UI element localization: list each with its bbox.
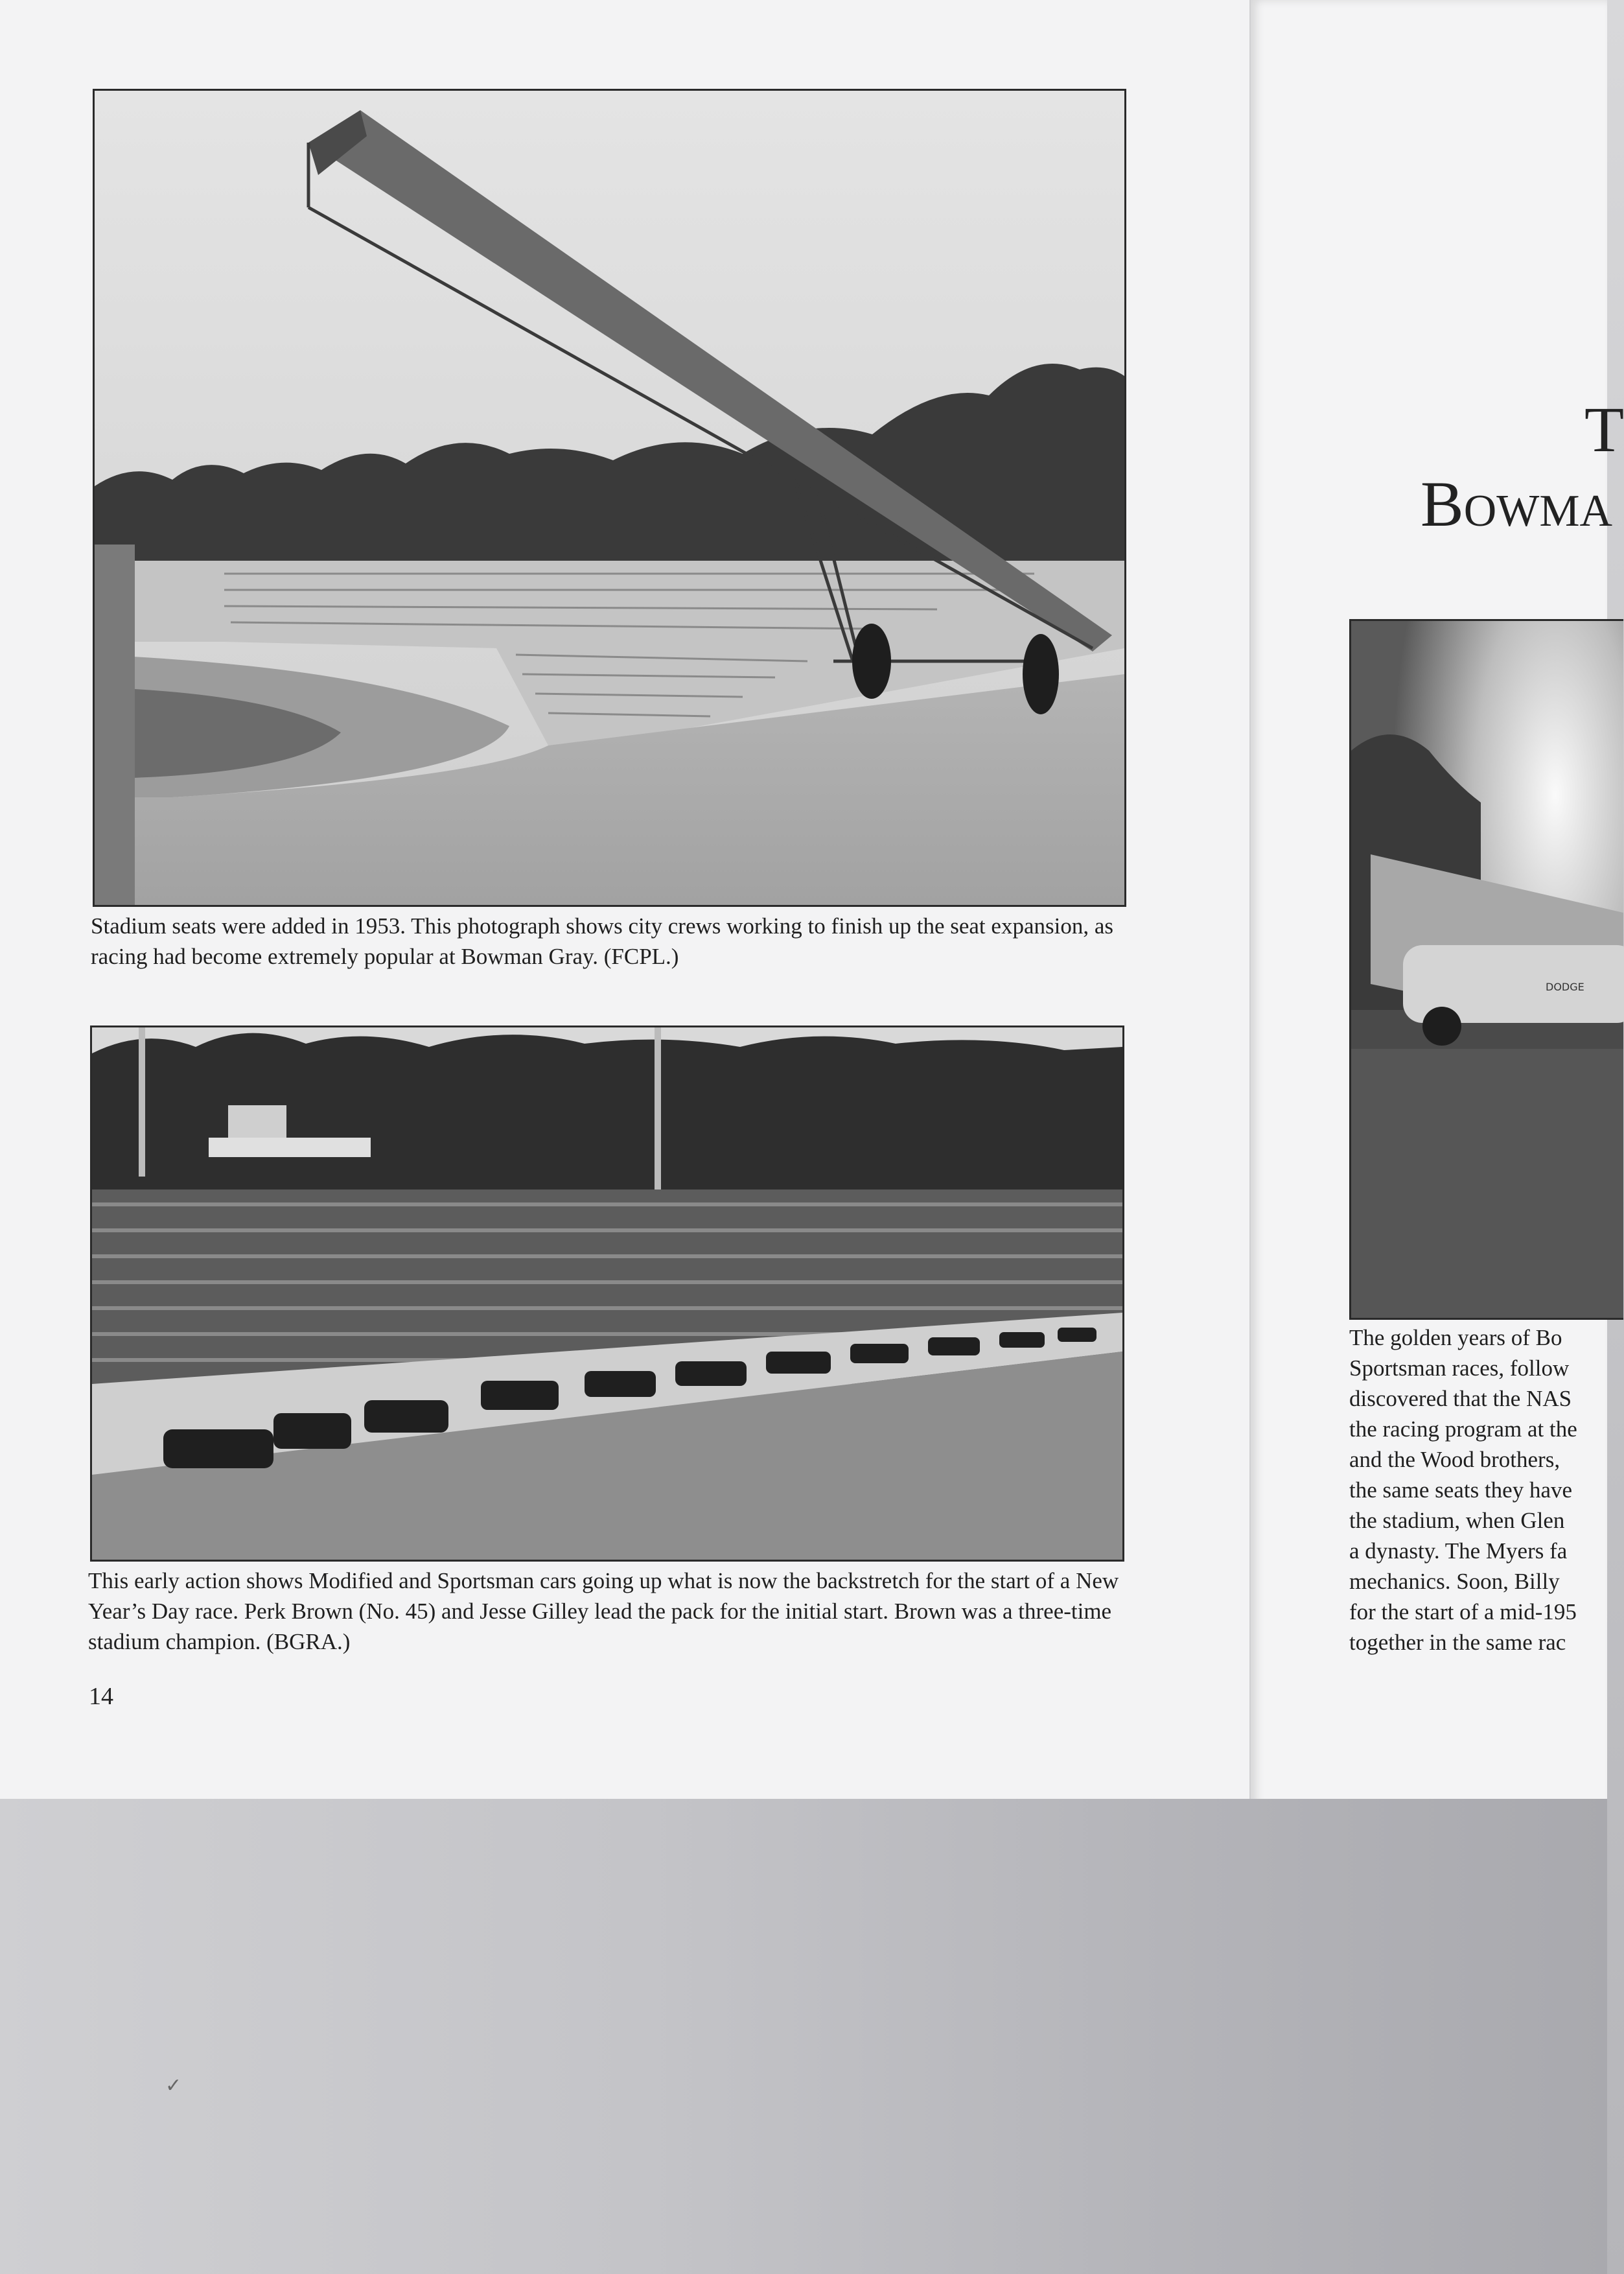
caption-top: Stadium seats were added in 1953. This photograph shows city crews working to finish up the seat expansion, as racing had become extremely popular at Bowman Gray. (FCPL.) <box>91 913 1113 969</box>
right-body-text: The golden years of Bo Sportsman races, follow discovered that the NAS the racing program at the and the Wood brothers, the same seats they have the stadium, when Glen a dynasty. The Myers fa mechanics. Soon, Billy for the start of a mid-195 together in the same rac <box>1349 1325 1577 1655</box>
car-door-text: DODGE <box>1546 981 1584 993</box>
photo-stadium-seat-crane <box>93 89 1126 907</box>
chapter-title-line1: T <box>1584 393 1624 465</box>
page-number: 14 <box>89 1683 113 1710</box>
photo-stadium-night-car <box>1349 619 1623 1320</box>
chapter-title-line2: Bowma <box>1421 468 1613 540</box>
scanner-bed <box>0 1799 1607 2274</box>
check-mark-icon: ✓ <box>165 2074 182 2097</box>
caption-bottom: This early action shows Modified and Sportsman cars going up what is now the backstretch for the start of a New Year’s Day race. Perk Brown (No. 45) and Jesse Gilley lead the pack for the initial start. Brown was a three-time stadium champion. (BGRA.) <box>88 1568 1119 1654</box>
photo-race-cars-grandstand <box>90 1026 1124 1562</box>
